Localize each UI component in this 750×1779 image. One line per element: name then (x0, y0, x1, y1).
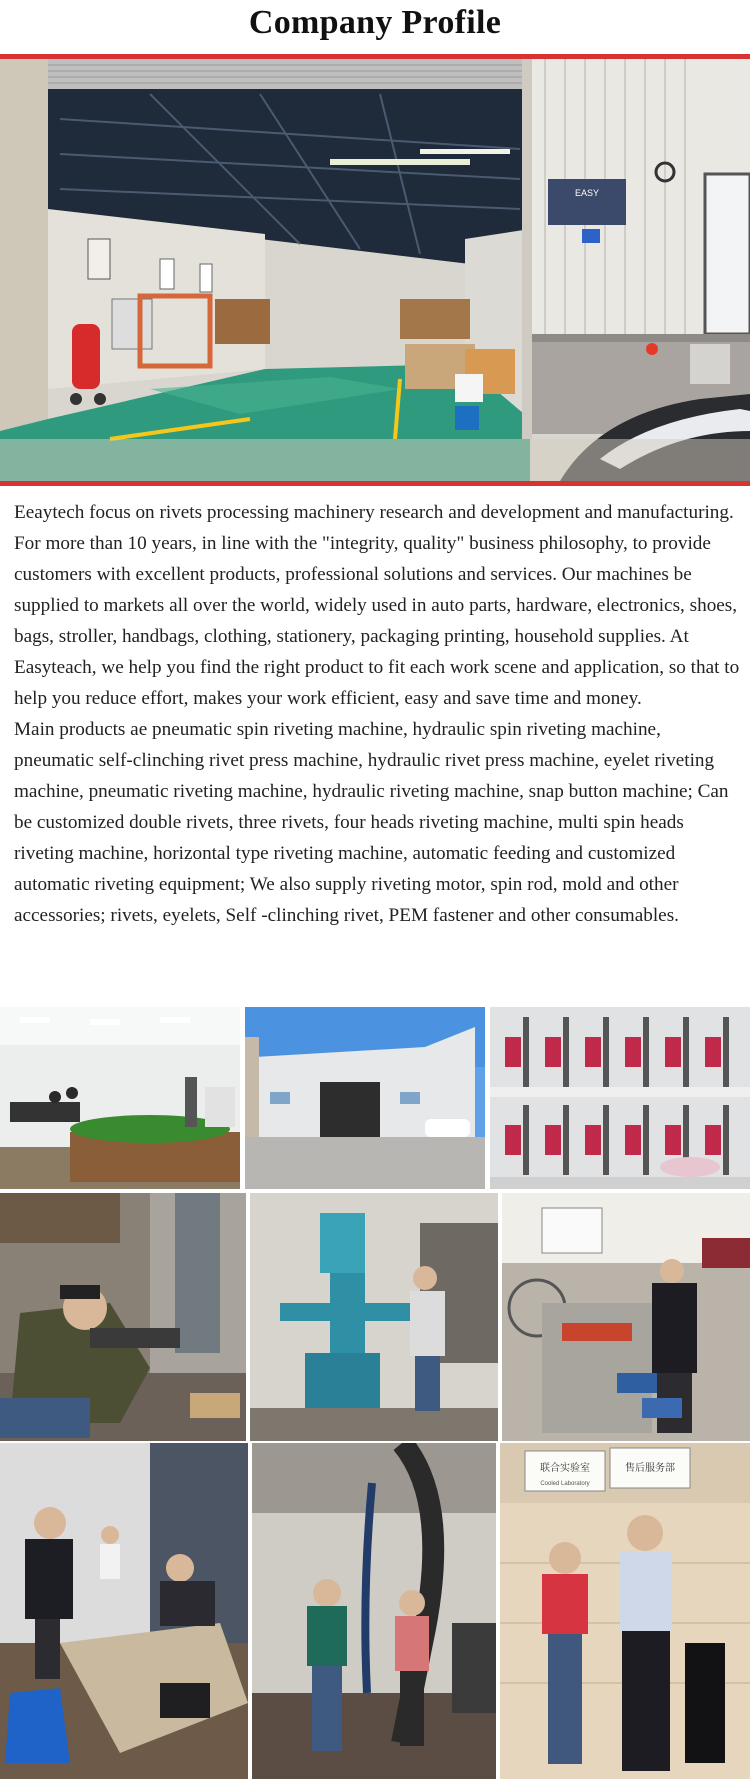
factory-building-photo (245, 1007, 485, 1189)
service-sign-text: 售后服务部 (625, 1463, 675, 1474)
welder-photo (0, 1193, 246, 1441)
machine-inventory-photo (490, 1007, 750, 1189)
about-section (14, 497, 740, 931)
about-paragraph-2: Main products ae pneumatic spin riveting machine, hydraulic spin riveting machine, pneumatic self-clinching rivet press machine, hydraulic rivet press machine, eyelet riveting machine, pneumatic riveting machine, hydraulic riveting machine, snap button machine; Can be customized double rivets, three rivets, four heads riveting machine, multi spin heads riveting machine, horizontal type riveting machine, automatic feeding and customized automatic riveting equipment; We also supply riveting motor, spin rod, mold and other accessories; rivets, eyelets, Self -clinching rivet, PEM fastener and other consumables. (14, 719, 729, 926)
about-paragraph-1: Eeaytech focus on rivets processing machinery research and development and manufacturing. For more than 10 years, in line with the "integrity, quality" business philosophy, to provide customers with excellent products, professional solutions and services. Our machines be supplied to markets all over the world, widely used in auto parts, hardware, electronics, shoes, bags, stroller, handbags, clothing, stationery, packaging printing, household supplies. At Easyteach, we help you find the right product to fit each work scene and application, so that to help you reduce effort, makes your work efficient, easy and save time and money. (14, 502, 740, 709)
header (0, 0, 750, 56)
lab-sign-subtext: Cooled Laboratory (540, 1481, 590, 1487)
workshop-visitors-photo (252, 1443, 496, 1779)
bottom-divider (0, 481, 750, 486)
meeting-room-photo (0, 1443, 248, 1779)
factory-warehouse-photo (0, 59, 750, 481)
milling-machine-photo (250, 1193, 498, 1441)
lab-sign-text: 联合实验室 (540, 1463, 590, 1474)
laboratory-visitors-photo (500, 1443, 750, 1779)
office-photo (0, 1007, 240, 1189)
lathe-worker-photo (502, 1193, 750, 1441)
page-title: Company Profile (248, 4, 502, 41)
company-sign-text: EASY (574, 188, 600, 198)
